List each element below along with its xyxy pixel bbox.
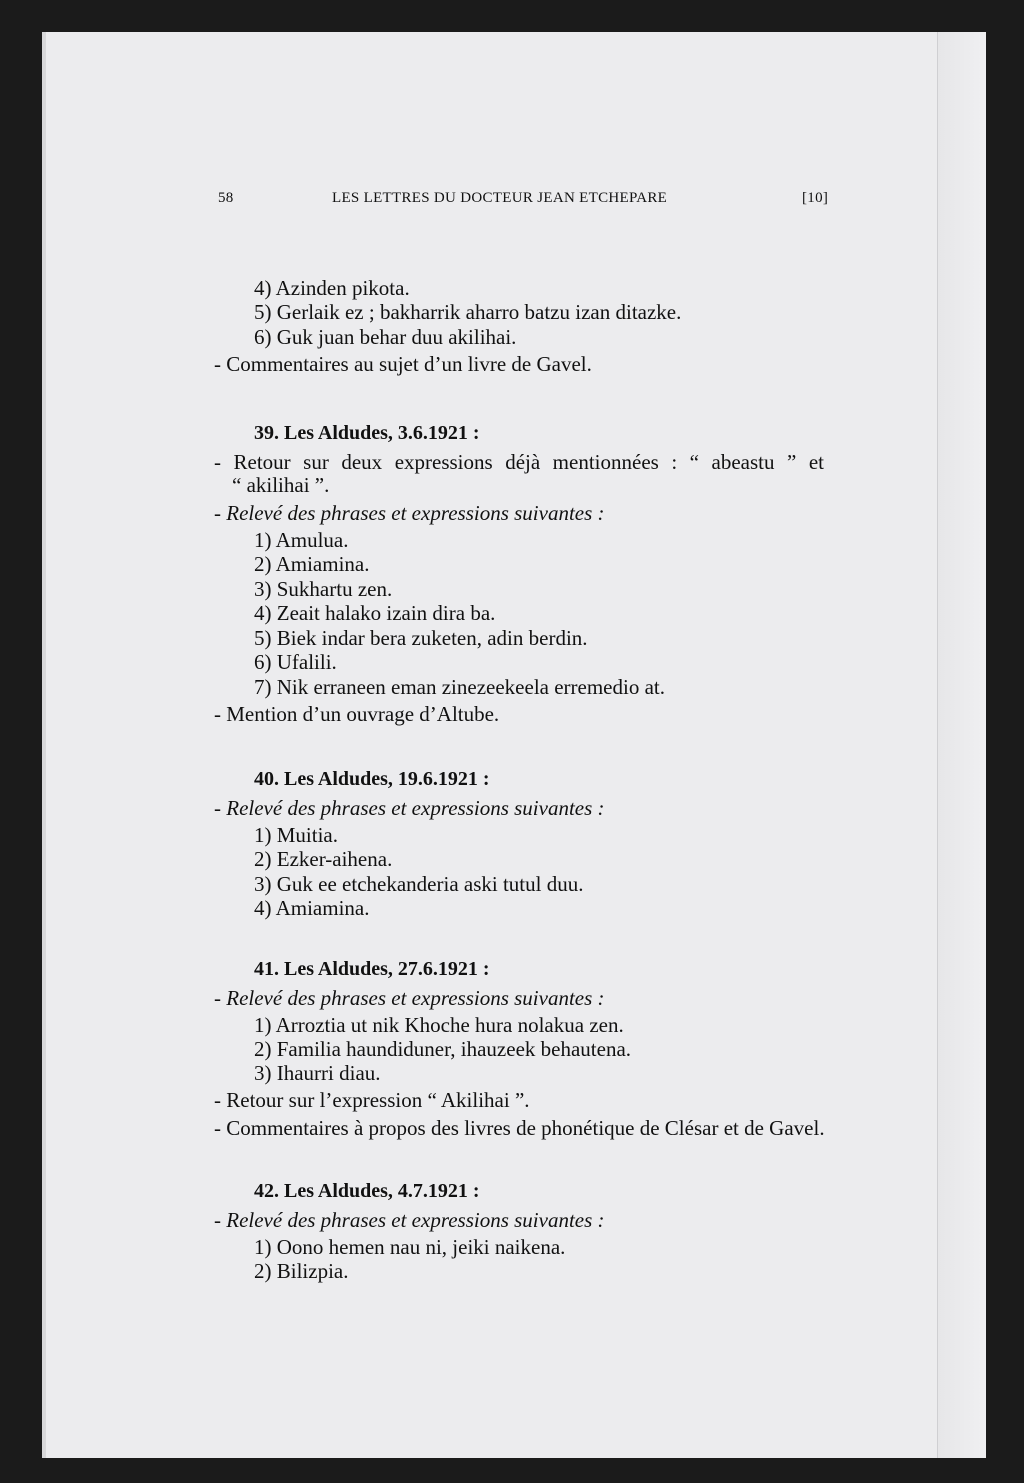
list-item: 3) Guk ee etchekanderia aski tutul duu. <box>254 872 584 896</box>
releve-line: - Relevé des phrases et expressions suivantes : <box>214 501 605 525</box>
list-item: 6) Ufalili. <box>254 650 337 674</box>
book-page <box>42 32 986 1458</box>
comment-line: - Commentaires à propos des livres de phonétique de Clésar et de Gavel. <box>214 1116 825 1140</box>
mention-line: - Mention d’un ouvrage d’Altube. <box>214 702 500 726</box>
list-item: 7) Nik erraneen eman zinezeekeela erremedio at. <box>254 675 665 699</box>
list-item: 1) Oono hemen nau ni, jeiki naikena. <box>254 1235 566 1259</box>
letter-heading: 40. Les Aldudes, 19.6.1921 : <box>254 768 490 790</box>
section-ref: [10] <box>802 190 829 206</box>
retour-line: - Retour sur l’expression “ Akilihai ”. <box>214 1088 530 1112</box>
list-item: 1) Arroztia ut nik Khoche hura nolakua zen. <box>254 1013 624 1037</box>
letter-heading: 41. Les Aldudes, 27.6.1921 : <box>254 958 490 980</box>
list-item: 1) Muitia. <box>254 823 338 847</box>
list-item: 4) Zeait halako izain dira ba. <box>254 601 496 625</box>
retour-line-continued: “ akilihai ”. <box>232 473 330 497</box>
releve-line: - Relevé des phrases et expressions suivantes : <box>214 986 605 1010</box>
comment-line: - Commentaires au sujet d’un livre de Gavel. <box>214 352 592 376</box>
list-item: 5) Biek indar bera zuketen, adin berdin. <box>254 626 588 650</box>
list-item: 2) Familia haundiduner, ihauzeek behautena. <box>254 1037 632 1061</box>
list-item: 2) Ezker-aihena. <box>254 847 393 871</box>
list-item: 3) Sukhartu zen. <box>254 577 393 601</box>
running-title: LES LETTRES DU DOCTEUR JEAN ETCHEPARE <box>332 190 668 206</box>
list-item: 2) Amiamina. <box>254 552 370 576</box>
list-item: 5) Gerlaik ez ; bakharrik aharro batzu izan ditazke. <box>254 300 682 324</box>
list-item: 2) Bilizpia. <box>254 1259 349 1283</box>
releve-line: - Relevé des phrases et expressions suivantes : <box>214 796 605 820</box>
letter-heading: 39. Les Aldudes, 3.6.1921 : <box>254 422 480 444</box>
letter-heading: 42. Les Aldudes, 4.7.1921 : <box>254 1180 480 1202</box>
list-item: 4) Azinden pikota. <box>254 276 410 300</box>
list-item: 3) Ihaurri diau. <box>254 1061 381 1085</box>
releve-line: - Relevé des phrases et expressions suivantes : <box>214 1208 605 1232</box>
list-item: 4) Amiamina. <box>254 896 370 920</box>
list-item: 1) Amulua. <box>254 528 349 552</box>
list-item: 6) Guk juan behar duu akilihai. <box>254 325 517 349</box>
retour-line: - Retour sur deux expressions déjà mentionnées : “ abeastu ” et <box>214 450 824 474</box>
page-number: 58 <box>218 190 234 206</box>
page-content <box>46 32 986 1458</box>
